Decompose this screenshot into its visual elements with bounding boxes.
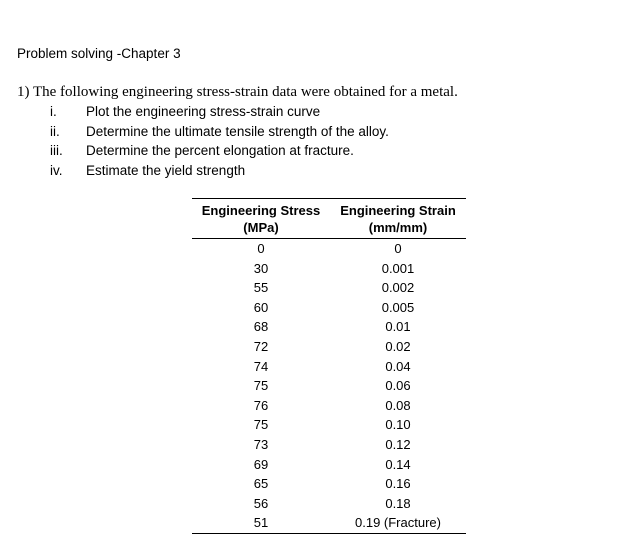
stress-cell: 68 xyxy=(253,319,269,335)
table-row xyxy=(192,239,466,259)
strain-cell: 0.001 xyxy=(381,260,415,276)
task-item xyxy=(50,141,389,161)
strain-cell: 0.02 xyxy=(385,338,411,354)
stress-cell: 72 xyxy=(253,338,269,354)
table-row xyxy=(192,357,466,377)
strain-cell: 0.005 xyxy=(381,299,415,315)
task-text: Determine the percent elongation at fracture. xyxy=(86,143,354,158)
strain-cell: 0.18 xyxy=(385,495,411,511)
stress-strain-table xyxy=(192,198,466,534)
table-row xyxy=(192,474,466,494)
task-text: Determine the ultimate tensile strength of the alloy. xyxy=(86,123,389,139)
document-heading: Problem solving -Chapter 3 xyxy=(17,46,181,61)
stress-cell: 56 xyxy=(253,495,269,511)
stress-header-unit: (MPa) xyxy=(192,219,330,239)
strain-header-title: Engineering Strain xyxy=(330,199,466,220)
stress-cell: 0 xyxy=(257,241,265,256)
stress-cell: 30 xyxy=(253,260,269,276)
stress-strain-table-container xyxy=(192,198,466,534)
task-number: i. xyxy=(50,104,57,119)
strain-cell: 0.14 xyxy=(385,456,411,472)
table-row xyxy=(192,259,466,279)
table-row xyxy=(192,415,466,435)
task-text: Plot the engineering stress-strain curve xyxy=(86,104,321,119)
strain-cell: 0.12 xyxy=(385,436,411,452)
stress-cell: 51 xyxy=(192,513,330,533)
task-item xyxy=(50,122,389,142)
task-number: ii. xyxy=(50,123,60,139)
stress-header-title: Engineering Stress xyxy=(192,199,330,220)
table-row xyxy=(192,455,466,475)
stress-cell: 65 xyxy=(253,476,269,492)
table-row xyxy=(192,278,466,298)
task-item xyxy=(50,102,389,122)
stress-cell: 55 xyxy=(253,280,269,296)
task-text: Estimate the yield strength xyxy=(86,162,246,178)
strain-cell: 0.01 xyxy=(385,319,411,335)
table-header-row xyxy=(192,199,466,220)
table-row xyxy=(192,317,466,337)
stress-cell: 69 xyxy=(253,456,269,472)
stress-cell: 75 xyxy=(253,378,269,394)
task-list xyxy=(50,102,389,180)
table-row xyxy=(192,494,466,514)
table-row xyxy=(192,298,466,318)
strain-cell: 0 xyxy=(394,241,402,256)
table-row xyxy=(192,337,466,357)
strain-header-unit: (mm/mm) xyxy=(330,219,466,239)
stress-cell: 75 xyxy=(253,417,269,433)
task-number: iii. xyxy=(50,143,63,158)
strain-cell: 0.002 xyxy=(381,280,415,296)
stress-cell: 74 xyxy=(253,358,269,374)
task-item xyxy=(50,161,389,181)
strain-cell: 0.08 xyxy=(385,397,411,413)
table-row xyxy=(192,376,466,396)
stress-cell: 60 xyxy=(253,299,269,315)
task-number: iv. xyxy=(50,162,63,178)
table-row xyxy=(192,513,466,533)
strain-cell: 0.16 xyxy=(385,476,411,492)
strain-cell: 0.04 xyxy=(385,358,411,374)
strain-cell: 0.06 xyxy=(385,378,411,394)
table-header-units-row xyxy=(192,219,466,239)
stress-cell: 76 xyxy=(253,397,269,413)
stress-cell: 73 xyxy=(253,436,269,452)
strain-cell: 0.19 (Fracture) xyxy=(330,513,466,533)
table-row xyxy=(192,396,466,416)
strain-cell: 0.10 xyxy=(385,417,411,433)
question-text: 1) The following engineering stress-strain data were obtained for a metal. xyxy=(17,84,458,100)
table-row xyxy=(192,435,466,455)
